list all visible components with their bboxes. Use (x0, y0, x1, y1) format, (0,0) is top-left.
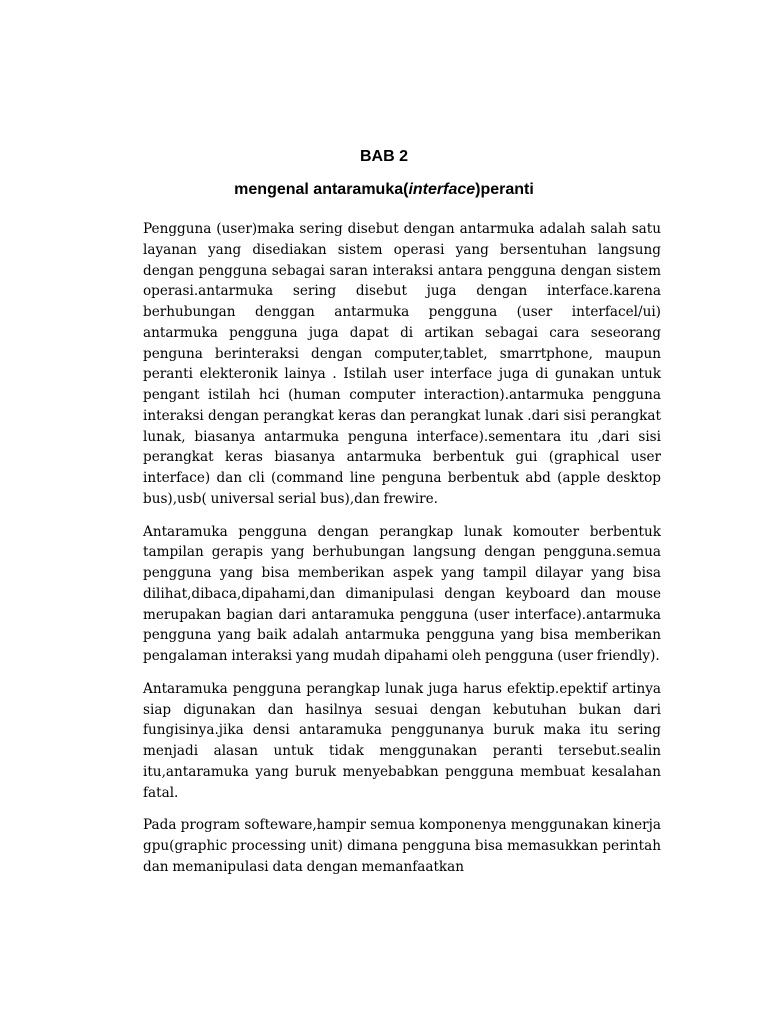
title-prefix: mengenal antaramuka( (234, 181, 409, 198)
paragraph-4: Pada program softeware,hampir semua komponenya menggunakan kinerja gpu(graphic processing unit) dimana pengguna bisa memasukkan perintah dan memanipulasi data dengan memanfaatkan (143, 817, 661, 875)
title-italic-term: interface (408, 181, 476, 198)
paragraph-2: Antaramuka pengguna dengan perangkap lunak komouter berbentuk tampilan gerapis yang berhubungan langsung dengan pengguna.semua pengguna yang bisa memberikan aspek yang tampil dilayar yang bisa dilihat,dibaca,dipahami,dan dimanipulasi dengan keyboard dan mouse merupakan bagian dari antaramuka pengguna (user interface).antarmuka pengguna yang baik adalah antarmuka pengguna yang bisa memberikan pengalaman interaksi yang mudah dipahami oleh pengguna (user friendly). (143, 523, 661, 664)
paragraph-1: Pengguna (user)maka sering disebut dengan antarmuka adalah salah satu layanan yang disediakan sistem operasi yang bersentuhan langsung dengan pengguna sebagai saran interaksi antara pengguna dengan sistem operasi.antarmuka sering disebut juga dengan interface.karena berhubungan denggan antarmuka pengguna (user interfacel/ui) antarmuka pengguna juga dapat di artikan sebagai cara seseorang penguna berinteraksi dengan computer,tablet, smarrtphone, maupun peranti elekteronik lainya . Istilah user interface juga di gunakan untuk pengant istilah hci (human computer interaction).antarmuka pengguna interaksi dengan perangkat keras dan perangkat lunak .dari sisi perangkat lunak, biasanya antarmuka penguna interface).sementara itu ,dari sisi perangkat keras biasanya antarmuka berbentuk gui (graphical user interface) dan cli (command line penguna berbentuk abd (apple desktop bus),usb( universal serial bus),dan frewire. (143, 221, 661, 507)
chapter-title (0, 180, 768, 200)
paragraph-3: Antaramuka pengguna perangkap lunak juga harus efektip.epektif artinya siap digunakan dan hasilnya sesuai dengan kebutuhan bukan dari fungisinya.jika densi antaramuka penggunanya buruk maka itu sering menjadi alasan untuk tidak menggunakan peranti tersebut.sealin itu,antaramuka yang buruk menyebabkan pengguna membuat kesalahan fatal. (143, 680, 661, 801)
chapter-heading: BAB 2 (359, 148, 408, 165)
title-suffix: )peranti (475, 181, 534, 198)
body-text (143, 219, 661, 878)
